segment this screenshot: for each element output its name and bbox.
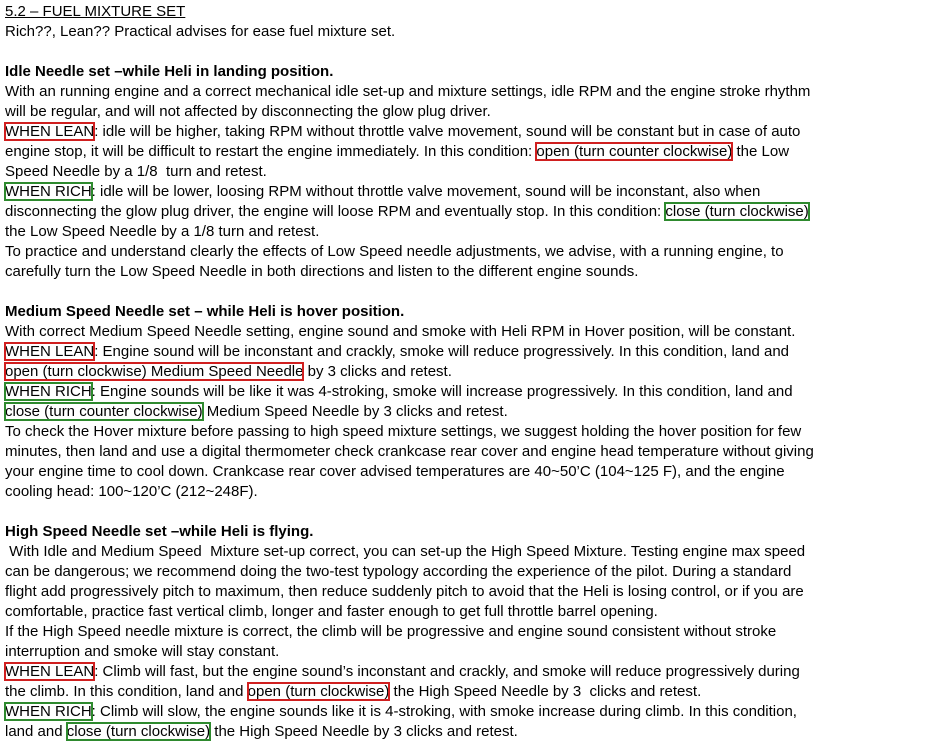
idle-text-line: will be regular, and will not affected by disconnecting the glow plug driver. (5, 103, 491, 120)
high-lean-text: the High Speed Needle by 3 clicks and retest. (389, 683, 702, 700)
high-rich-line (5, 702, 797, 722)
high-lean-line (5, 662, 800, 682)
high-rich-line (5, 722, 518, 742)
medium-text-line: With correct Medium Speed Needle setting, engine sound and smoke with Heli RPM in Hover position, will be constant. (5, 323, 796, 340)
idle-practice-line: carefully turn the Low Speed Needle in both directions and listen to the different engine sounds. (5, 263, 639, 280)
high-text-line: comfortable, practice fast vertical climb, longer and faster enough to get full throttle barrel opening. (5, 603, 658, 620)
idle-when-rich-label: WHEN RICH (5, 183, 92, 200)
high-lean-text: the climb. In this condition, land and (5, 683, 248, 700)
medium-lean-action: open (turn clockwise) Medium Speed Needle (5, 363, 304, 380)
medium-heading: Medium Speed Needle set – while Heli is hover position. (5, 303, 405, 320)
idle-lean-line: Speed Needle by a 1/8 turn and retest. (5, 163, 267, 180)
high-when-lean-label: WHEN LEAN (5, 663, 95, 680)
high-text-line: can be dangerous; we recommend doing the two-test typology according the experience of the pilot. During a standard (5, 563, 792, 580)
medium-check-line: To check the Hover mixture before passing to high speed mixture settings, we suggest holding the hover position for few (5, 423, 802, 440)
idle-lean-text: the Low (732, 143, 790, 160)
high-text-line: If the High Speed needle mixture is correct, the climb will be progressive and engine sound consistent without stroke (5, 623, 777, 640)
high-heading: High Speed Needle set –while Heli is flying. (5, 523, 314, 540)
medium-rich-action: close (turn counter clockwise) (5, 403, 203, 420)
idle-practice-line: To practice and understand clearly the effects of Low Speed needle adjustments, we advise, with a running engine, to (5, 243, 784, 260)
idle-lean-line (5, 142, 789, 162)
medium-when-lean-label: WHEN LEAN (5, 343, 95, 360)
section-heading: 5.2 – FUEL MIXTURE SET (5, 3, 186, 20)
idle-text-line: With an running engine and a correct mechanical idle set-up and mixture settings, idle RPM and the engine stroke rhythm (5, 83, 811, 100)
high-rich-action: close (turn clockwise) (66, 723, 211, 740)
medium-lean-line (5, 362, 452, 382)
idle-lean-action: open (turn counter clockwise) (536, 143, 733, 160)
high-text-line: With Idle and Medium Speed Mixture set-up correct, you can set-up the High Speed Mixture. Testing engine max speed (5, 543, 806, 560)
idle-rich-line (5, 202, 809, 222)
high-lean-action: open (turn clockwise) (247, 683, 390, 700)
medium-when-rich-label: WHEN RICH (5, 383, 92, 400)
medium-check-line: your engine time to cool down. Crankcase rear cover advised temperatures are 40~50’C (104~125 F), and the engine (5, 463, 785, 480)
medium-lean-text: by 3 clicks and retest. (303, 363, 452, 380)
high-rich-text: : Climb will slow, the engine sounds like it is 4-stroking, with smoke increase during climb. In this condition, (91, 703, 797, 720)
idle-heading: Idle Needle set –while Heli in landing position. (5, 63, 334, 80)
idle-lean-text: engine stop, it will be difficult to restart the engine immediately. In this condition: (5, 143, 537, 160)
idle-rich-text: disconnecting the glow plug driver, the engine will loose RPM and eventually stop. In this condition: (5, 203, 666, 220)
high-rich-text: land and (5, 723, 67, 740)
high-when-rich-label: WHEN RICH (5, 703, 92, 720)
high-lean-text: : Climb will fast, but the engine sound’s inconstant and crackly, and smoke will reduce progressively during (94, 663, 800, 680)
idle-rich-line (5, 182, 760, 202)
intro-line: Rich??, Lean?? Practical advises for ease fuel mixture set. (5, 23, 396, 40)
medium-check-line: minutes, then land and use a digital thermometer check crankcase rear cover and engine head temperature without giving (5, 443, 814, 460)
high-text-line: interruption and smoke will stay constant. (5, 643, 280, 660)
idle-rich-action: close (turn clockwise) (665, 203, 809, 220)
medium-rich-text: Medium Speed Needle by 3 clicks and retest. (202, 403, 508, 420)
idle-when-lean-label: WHEN LEAN (5, 123, 95, 140)
high-rich-text: the High Speed Needle by 3 clicks and retest. (210, 723, 518, 740)
medium-lean-text: : Engine sound will be inconstant and crackly, smoke will reduce progressively. In this condition, land and (94, 343, 789, 360)
medium-check-line: cooling head: 100~120’C (212~248F). (5, 483, 258, 500)
high-text-line: flight add progressively pitch to maximum, then reduce suddenly pitch to avoid that the Heli is losing control, or if you are (5, 583, 804, 600)
idle-lean-line (5, 122, 800, 142)
medium-lean-line (5, 342, 789, 362)
idle-rich-line: the Low Speed Needle by a 1/8 turn and retest. (5, 223, 320, 240)
medium-rich-line (5, 382, 793, 402)
idle-rich-text: : idle will be lower, loosing RPM without throttle valve movement, sound will be inconstant, also when (91, 183, 761, 200)
idle-lean-text: : idle will be higher, taking RPM without throttle valve movement, sound will be constant but in case of auto (94, 123, 801, 140)
medium-rich-line (5, 402, 508, 422)
high-lean-line (5, 682, 701, 702)
medium-rich-text: : Engine sounds will be like it was 4-stroking, smoke will increase progressively. In this condition, land and (91, 383, 793, 400)
